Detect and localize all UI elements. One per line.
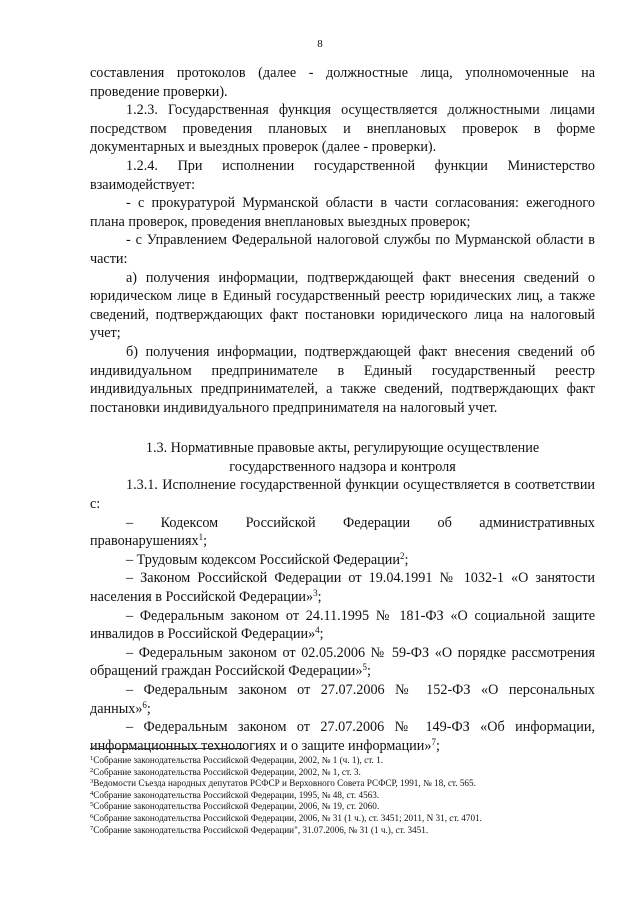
footnote-number: 1 <box>90 755 94 762</box>
footnote-ref: 2 <box>399 550 405 561</box>
footnotes <box>90 748 595 836</box>
footnote-number: 7 <box>90 824 94 832</box>
law-text: – Федеральным законом от 27.07.2006 № 149-ФЗ «Об информации, информационных технологиях и о защите информации» <box>90 719 595 754</box>
paragraph: а) получения информации, подтверждающей факт внесения сведений о юридическом лице в Единый государственный реестр юридических лиц, а также сведений, подтверждающих факт постановки юридического лица на налоговый учет; <box>90 269 595 342</box>
footnote-number: 2 <box>90 766 94 774</box>
body-text <box>90 64 595 755</box>
footnote-text: Собрание законодательства Российской Федерации", 31.07.2006, № 31 (1 ч.), ст. 3451. <box>93 824 429 835</box>
law-tail: ; <box>366 663 371 680</box>
section-heading-line: 1.3. Нормативные правовые акты, регулирующие осуществление <box>145 440 540 457</box>
footnote <box>90 778 595 790</box>
paragraph: 1.3.1. Исполнение государственной функции осуществляется в соответствии с: <box>90 477 595 513</box>
page-number: 8 <box>317 38 323 50</box>
footnote-text: Собрание законодательства Российской Федерации, 1995, № 48, ст. 4563. <box>93 789 380 800</box>
footnote-ref: 4 <box>315 625 320 636</box>
law-text: – Федеральным законом от 02.05.2006 № 59-ФЗ «О порядке рассмотрения обращений граждан Российской Федерации» <box>90 644 595 680</box>
footnote-text: Собрание законодательства Российской Федерации, 2002, № 1, ст. 3. <box>93 766 361 777</box>
footnote-ref: 1 <box>198 532 204 543</box>
law-tail: ; <box>435 737 440 754</box>
paragraph: - с Управлением Федеральной налоговой службы по Мурманской области в части: <box>90 232 595 267</box>
law-text: – Кодексом Российской Федерации об административных правонарушениях <box>90 514 595 550</box>
law-text: – Законом Российской Федерации от 19.04.1991 № 1032-1 «О занятости населения в Российской Федерации» <box>90 570 595 606</box>
law-tail: ; <box>203 533 208 550</box>
paragraph: 1.2.4. При исполнении государственной функции Министерство взаимодействует: <box>90 157 595 193</box>
paragraph: - с прокуратурой Мурманской области в части согласования: ежегодного плана проверок, проведения внеплановых выездных проверок; <box>90 195 595 230</box>
footnote-text: Ведомости Съезда народных депутатов РСФСР и Верховного Совета РСФСР, 1991, № 18, ст. 565. <box>93 778 476 789</box>
law-tail: ; <box>404 551 409 568</box>
law-list-item <box>90 681 595 718</box>
footnote-number: 3 <box>90 778 94 786</box>
footnote <box>90 801 595 813</box>
law-text: – Федеральным законом от 27.07.2006 № 152-ФЗ «О персональных данных» <box>90 682 595 717</box>
footnote-text: Собрание законодательства Российской Федерации, 2006, № 19, ст. 2060. <box>93 801 380 812</box>
law-list-item <box>90 607 595 644</box>
footnote-divider <box>90 748 245 749</box>
footnote-ref: 5 <box>362 662 367 673</box>
law-list-item <box>90 551 595 570</box>
law-tail: ; <box>319 626 324 643</box>
footnote <box>90 755 595 767</box>
law-tail: ; <box>146 700 151 717</box>
footnote-number: 6 <box>90 812 94 820</box>
footnote <box>90 767 595 779</box>
law-text: – Федеральным законом от 24.11.1995 № 181-ФЗ «О социальной защите инвалидов в Российской Федерации» <box>90 607 595 643</box>
law-list-item <box>90 514 595 551</box>
section-heading-line: государственного надзора и контроля <box>229 458 456 475</box>
footnote <box>90 825 595 837</box>
footnote-text: Собрание законодательства Российской Федерации, 2002, № 1 (ч. 1), ст. 1. <box>93 755 384 765</box>
footnote-number: 4 <box>90 789 94 797</box>
law-list-item <box>90 569 595 606</box>
footnote <box>90 813 595 825</box>
footnote-text: Собрание законодательства Российской Федерации, 2006, № 31 (1 ч.), ст. 3451; 2011, N 31, ст. 4701. <box>93 812 482 823</box>
paragraph: составления протоколов (далее - должностные лица, уполномоченные на проведение проверки). <box>90 65 595 100</box>
footnote-ref: 7 <box>431 736 436 747</box>
paragraph: 1.2.3. Государственная функция осуществляется должностными лицами посредством проведения плановых и внеплановых проверок в форме документарных и выездных проверок (далее - проверки). <box>90 102 595 156</box>
section-heading <box>90 439 595 476</box>
law-text: – Трудовым кодексом Российской Федерации <box>126 551 400 568</box>
law-tail: ; <box>317 589 322 606</box>
footnote-ref: 3 <box>313 588 318 599</box>
footnote-number: 5 <box>90 801 94 809</box>
paragraph: б) получения информации, подтверждающей факт внесения сведений об индивидуальном предпринимателе в Единый государственный реестр индивидуальных предпринимателей, а также сведений, подтверждающих факт постановки индивидуального предпринимателя на налоговый учет. <box>90 343 595 416</box>
footnote <box>90 790 595 802</box>
law-list-item <box>90 644 595 681</box>
footnote-ref: 6 <box>142 699 147 710</box>
